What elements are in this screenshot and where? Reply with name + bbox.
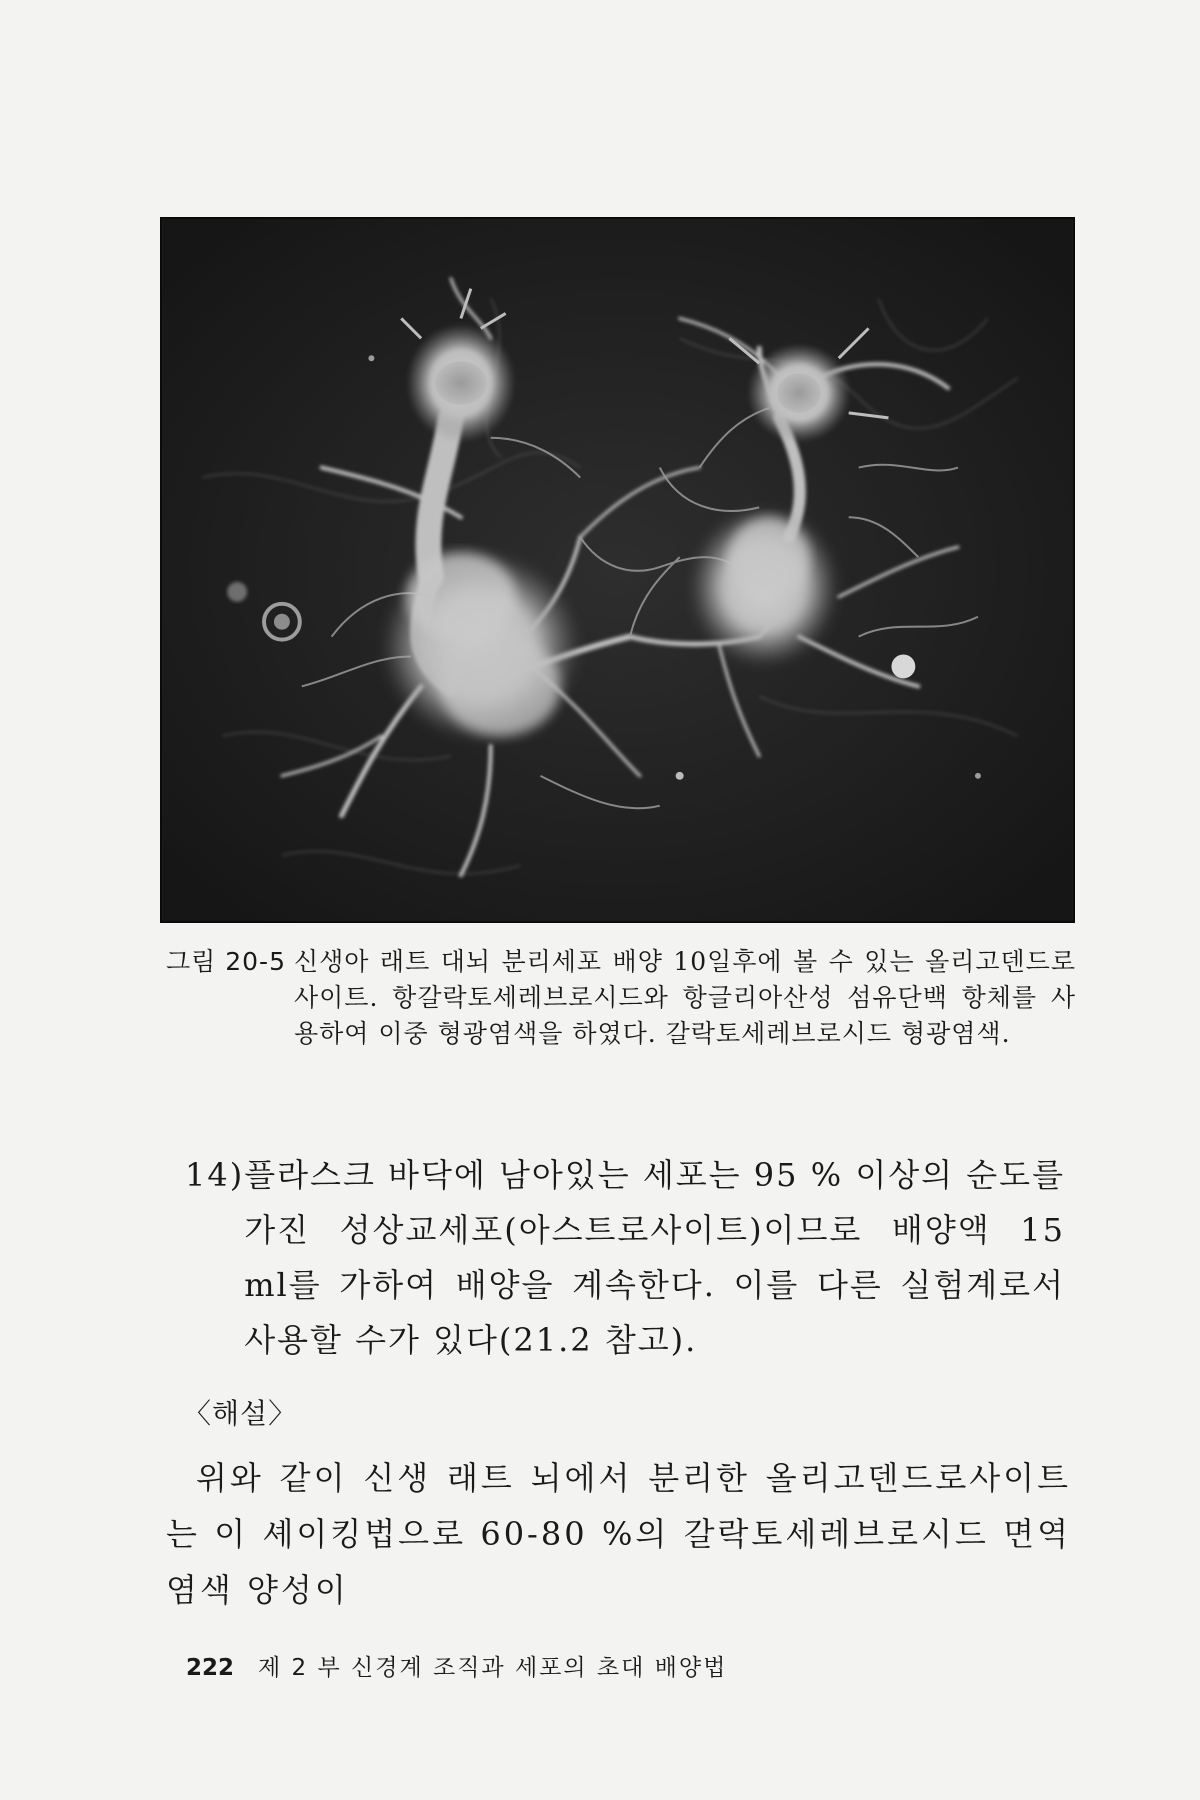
figure-label: 그림 20-5 — [166, 947, 286, 976]
running-head: 제 2 부 신경계 조직과 세포의 초대 배양법 — [258, 1655, 728, 1681]
figure-caption-text: 신생아 래트 대뇌 분리세포 배양 10일후에 볼 수 있는 올리고덴드로사이트. 항갈락토세레브로시드와 항글리아산성 섬유단백 항체를 사용하여 이중 형광염색을 하였다. 갈락토세레브로시드 형광염색. — [294, 947, 1076, 1048]
commentary-text: 위와 같이 신생 래트 뇌에서 분리한 올리고덴드로사이트는 이 셰이킹법으로 60-80 %의 갈락토세레브로시드 면역염색 양성이 — [166, 1459, 1071, 1609]
micrograph-figure — [160, 217, 1075, 923]
page-number: 222 — [186, 1655, 235, 1681]
page-footer — [186, 1652, 727, 1684]
step-text: 플라스크 바닥에 남아있는 세포는 95 % 이상의 순도를 가진 성상교세포(아스트로사이트)이므로 배양액 15 ml를 가하여 배양을 계속한다. 이를 다른 실험계로서 사용할 수가 있다(21.2 참고). — [244, 1156, 1065, 1359]
procedure-step — [185, 1148, 1065, 1368]
fluorescent-cells-image — [162, 219, 1073, 921]
commentary-heading: 〈해설〉 — [183, 1397, 298, 1430]
step-number: 14) — [185, 1156, 245, 1194]
figure-caption — [166, 944, 1076, 1052]
